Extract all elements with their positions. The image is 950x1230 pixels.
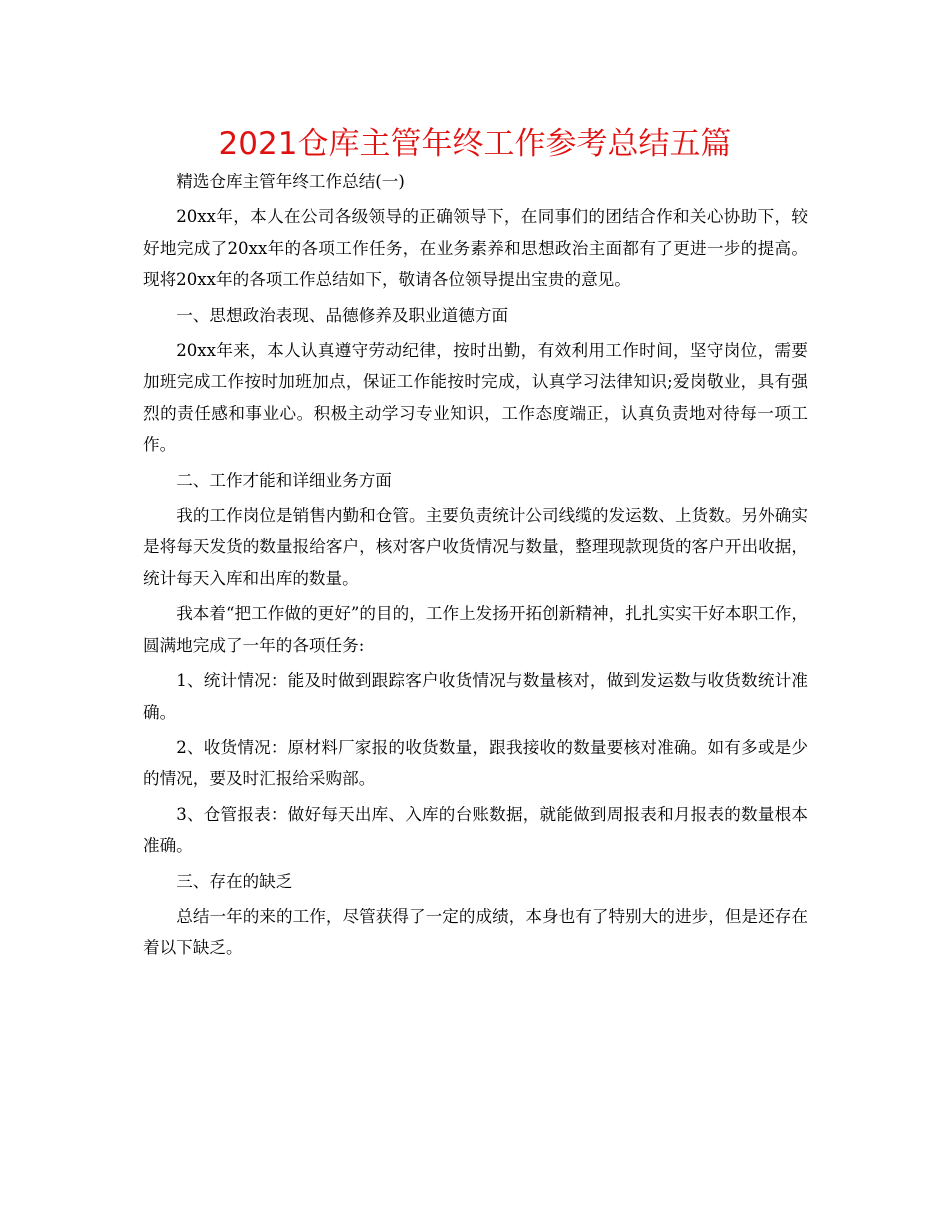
list-item: 3、仓管报表：做好每天出库、入库的台账数据，就能做到周报表和月报表的数量根本准确。 <box>143 804 808 856</box>
body-paragraph: 我本着“把工作做的更好”的目的，工作上发扬开拓创新精神，扎扎实实干好本职工作，圆满地完成了一年的各项任务: <box>143 604 808 655</box>
list-item: 2、收货情况：原材料厂家报的收货数量，跟我接收的数量要核对准确。如有多或是少的情况，要及时汇报给采购部。 <box>143 737 808 789</box>
body-paragraph: 总结一年的来的工作，尽管获得了一定的成绩，本身也有了特别大的进步，但是还存在着以下缺乏。 <box>143 906 808 958</box>
list-item: 1、统计情况：能及时做到跟踪客户收货情况与数量核对，做到发运数与收货数统计准确。 <box>143 671 808 722</box>
body-paragraph: 20xx年来，本人认真遵守劳动纪律，按时出勤，有效利用工作时间，坚守岗位，需要加班完成工作按时加班加点，保证工作能按时完成，认真学习法律知识;爱岗敬业，具有强烈的责任感和事业心。积极主动学习专业知识，工作态度端正，认真负责地对待每一项工作。 <box>143 341 808 455</box>
section-heading: 二、工作才能和详细业务方面 <box>176 470 392 490</box>
section-heading: 三、存在的缺乏 <box>176 871 293 891</box>
section-heading: 精选仓库主管年终工作总结(一) <box>176 172 405 191</box>
body-paragraph: 20xx年，本人在公司各级领导的正确领导下，在同事们的团结合作和关心协助下，较好地完成了20xx年的各项工作任务，在业务素养和思想政治主面都有了更进一步的提高。现将20xx年的各项工作总结如下，敬请各位领导提出宝贵的意见。 <box>143 207 808 290</box>
document-body <box>143 166 808 968</box>
body-paragraph: 我的工作岗位是销售内勤和仓管。主要负责统计公司线缆的发运数、上货数。另外确实是将每天发货的数量报给客户，核对客户收货情况与数量，整理现款现货的客户开出收据，统计每天入库和出库的数量。 <box>143 506 808 588</box>
document-title: 2021仓库主管年终工作参考总结五篇 <box>218 126 732 162</box>
section-heading: 一、思想政治表现、品德修养及职业道德方面 <box>176 305 509 325</box>
